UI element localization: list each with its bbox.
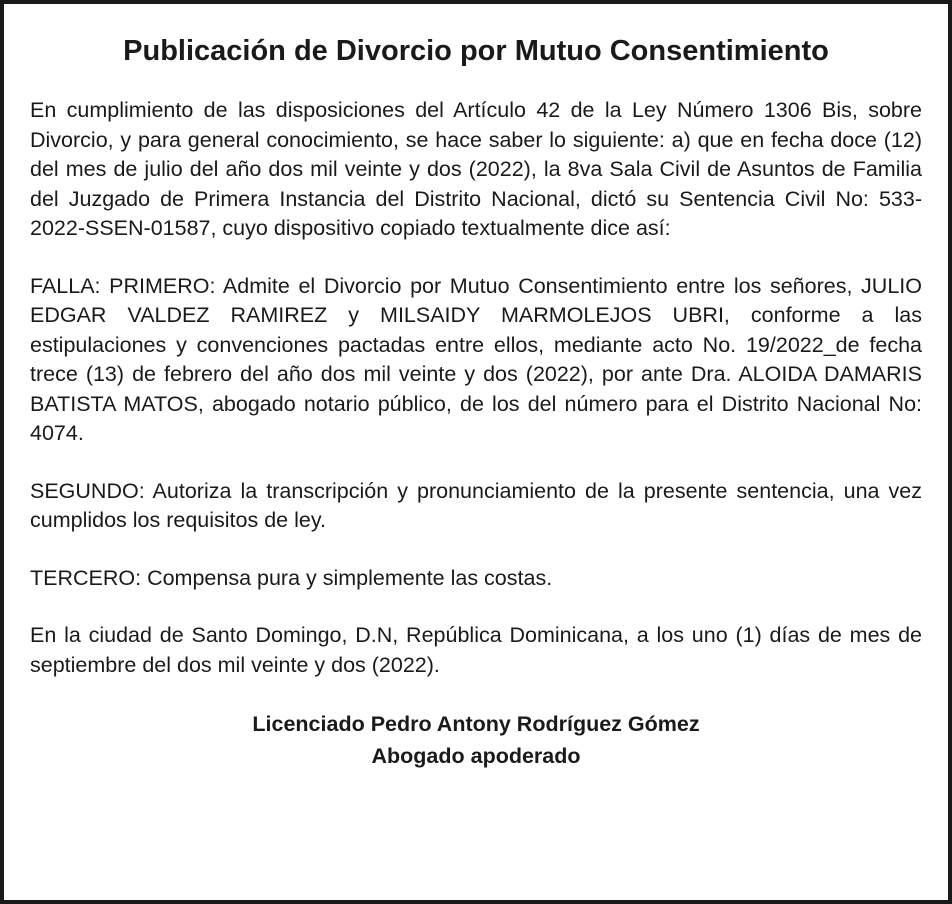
- paragraph-falla-primero: FALLA: PRIMERO: Admite el Divorcio por Mutuo Consentimiento entre los señores, JULIO EDGAR VALDEZ RAMIREZ y MILSAIDY MARMOLEJOS UBRI, conforme a las estipulaciones y convenciones pactadas entre ellos, mediante acto No. 19/2022_de fecha trece (13) de febrero del año dos mil veinte y dos (2022), por ante Dra. ALOIDA DAMARIS BATISTA MATOS, abogado notario público, de los del número para el Distrito Nacional No: 4074.: [30, 273, 922, 445]
- signature-block: [30, 708, 922, 772]
- paragraph-tercero: TERCERO: Compensa pura y simplemente las costas.: [30, 565, 553, 590]
- signature-role: Abogado apoderado: [371, 744, 581, 768]
- paragraph-preamble: En cumplimiento de las disposiciones del Artículo 42 de la Ley Número 1306 Bis, sobre Divorcio, y para general conocimiento, se hace saber lo siguiente: a) que en fecha doce (12) del mes de julio del año dos mil veinte y dos (2022), la 8va Sala Civil de Asuntos de Familia del Juzgado de Primera Instancia del Distrito Nacional, dictó su Sentencia Civil No: 533-2022-SSEN-01587, cuyo dispositivo copiado textualmente dice así:: [30, 98, 922, 240]
- paragraph-closing: En la ciudad de Santo Domingo, D.N, República Dominicana, a los uno (1) días de mes de septiembre del dos mil veinte y dos (2022).: [30, 623, 922, 677]
- signature-name: Licenciado Pedro Antony Rodríguez Gómez: [252, 712, 700, 736]
- paragraph-segundo: SEGUNDO: Autoriza la transcripción y pronunciamiento de la presente sentencia, una vez cumplidos los requisitos de ley.: [30, 478, 922, 532]
- notice-title: Publicación de Divorcio por Mutuo Consentimiento: [123, 35, 829, 67]
